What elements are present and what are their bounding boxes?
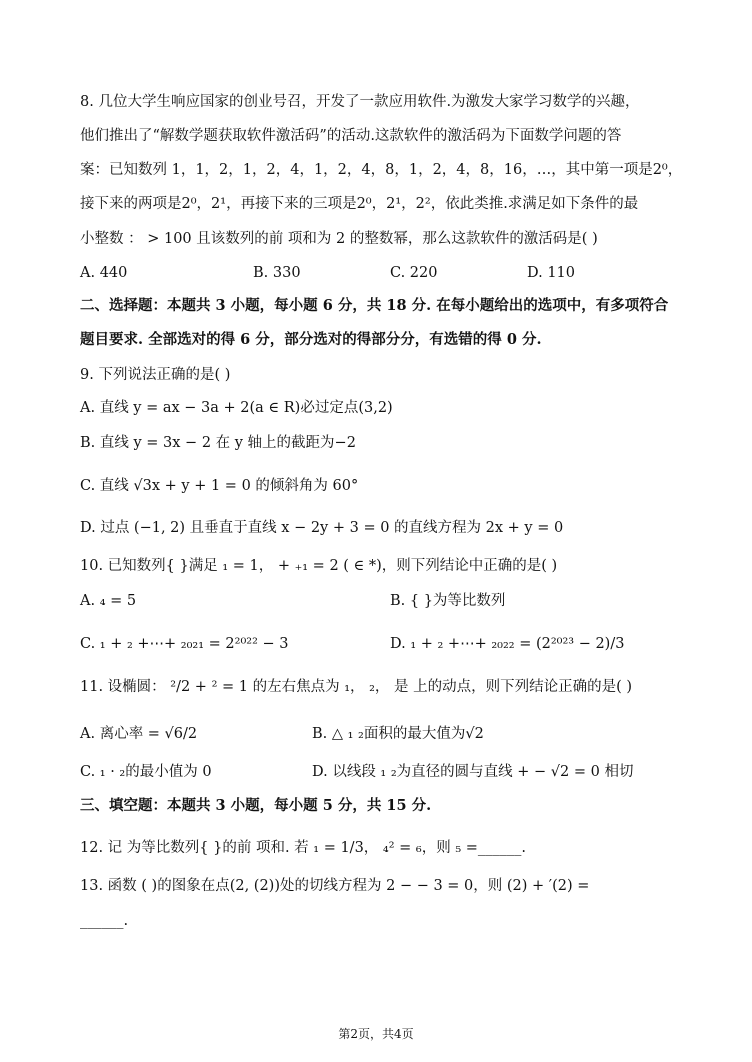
q9-option-d: D. 过点 (−1, 2) 且垂直于直线 x − 2y + 3 = 0 的直线方程为 2x + y = 0 xyxy=(80,520,564,536)
q8-line-2: 他们推出了“解数学题获取软件激活码”的活动.这款软件的激活码为下面数学问题的答 xyxy=(80,128,622,144)
q11-option-c: C. ₁ · ₂的最小值为 0 xyxy=(80,764,212,780)
q8-line-5: 小整数 ： > 100 且该数列的前 项和为 2 的整数幂，那么这款软件的激活码是( ) xyxy=(80,231,598,247)
section3-heading: 三、填空题：本题共 3 小题，每小题 5 分，共 15 分. xyxy=(80,797,432,814)
q9-option-b: B. 直线 y = 3x − 2 在 y 轴上的截距为−2 xyxy=(80,435,356,451)
q9-stem: 9. 下列说法正确的是( ) xyxy=(80,367,231,383)
q8-option-c: C. 220 xyxy=(390,265,438,281)
q13-line-2: ______. xyxy=(80,913,129,929)
q10-option-c: C. ₁ + ₂ +⋯+ ₂₀₂₁ = 2²⁰²² − 3 xyxy=(80,636,289,652)
q8-line-1: 8. 几位大学生响应国家的创业号召，开发了一款应用软件.为激发大家学习数学的兴趣， xyxy=(80,94,640,110)
q8-line-3: 案：已知数列 1，1，2，1，2，4，1，2，4，8，1，2，4，8，16，…，其中第一项是2⁰， xyxy=(80,162,683,178)
section2-heading-line-2: 题目要求. 全部选对的得 6 分，部分选对的得部分分，有选错的得 0 分. xyxy=(80,331,542,348)
q8-option-a: A. 440 xyxy=(80,265,128,281)
q10-option-b: B. { }为等比数列 xyxy=(390,593,506,609)
q11-option-a: A. 离心率 = √6/2 xyxy=(80,726,198,742)
q8-option-b: B. 330 xyxy=(253,265,301,281)
q8-option-d: D. 110 xyxy=(527,265,576,281)
q11-stem: 11. 设椭圆： ²/2 + ² = 1 的左右焦点为 ₁， ₂， 是 上的动点，则下列结论正确的是( ) xyxy=(80,679,633,695)
q8-line-4: 接下来的两项是2⁰，2¹，再接下来的三项是2⁰，2¹，2²，依此类推.求满足如下条件的最 xyxy=(80,196,639,212)
q9-option-c: C. 直线 √3x + y + 1 = 0 的倾斜角为 60° xyxy=(80,478,359,494)
q13-line-1: 13. 函数 ( )的图象在点(2, (2))处的切线方程为 2 − − 3 = 0，则 (2) + ′(2) = xyxy=(80,878,590,894)
page-footer: 第2页，共4页 xyxy=(338,1027,414,1041)
q10-option-d: D. ₁ + ₂ +⋯+ ₂₀₂₂ = (2²⁰²³ − 2)/3 xyxy=(390,636,625,652)
section2-heading-line-1: 二、选择题：本题共 3 小题，每小题 6 分，共 18 分. 在每小题给出的选项中，有多项符合 xyxy=(80,297,669,314)
q12-stem: 12. 记 为等比数列{ }的前 项和. 若 ₁ = 1/3， ₄² = ₆，则 ₅ =______. xyxy=(80,840,526,856)
q9-option-a: A. 直线 y = ax − 3a + 2(a ∈ R)必过定点(3,2) xyxy=(80,400,393,416)
q11-option-d: D. 以线段 ₁ ₂为直径的圆与直线 + − √2 = 0 相切 xyxy=(312,764,634,780)
q10-stem: 10. 已知数列{ }满足 ₁ = 1， + ₊₁ = 2 ( ∈ *)，则下列结论中正确的是( ) xyxy=(80,558,558,574)
q11-option-b: B. △ ₁ ₂面积的最大值为√2 xyxy=(312,726,484,742)
q10-option-a: A. ₄ = 5 xyxy=(80,593,137,609)
